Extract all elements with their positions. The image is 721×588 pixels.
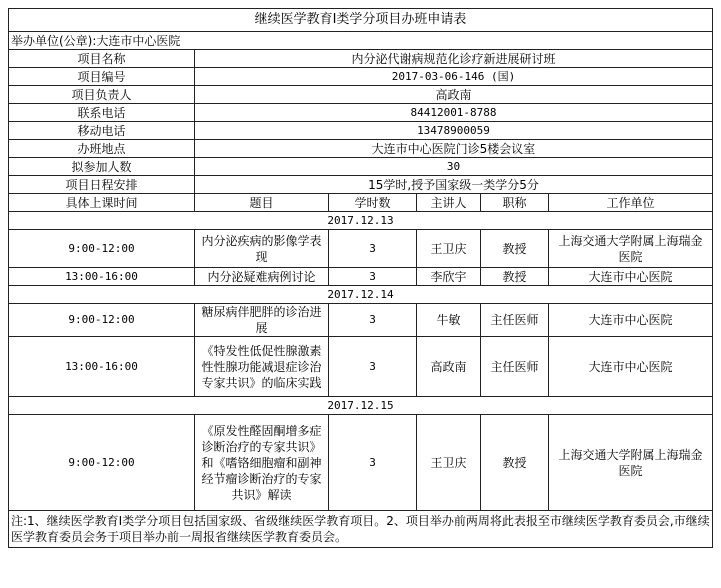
session-hours: 3 [329, 268, 417, 286]
session-hours: 3 [329, 304, 417, 337]
info-row-leader [9, 86, 713, 104]
session-speaker: 王卫庆 [417, 415, 481, 511]
session-topic: 《特发性低促性腺激素性性腺功能减退症诊治专家共识》的临床实践 [195, 337, 329, 397]
session-topic: 内分泌疾病的影像学表现 [195, 230, 329, 268]
info-label: 移动电话 [9, 122, 195, 140]
session-rank: 教授 [481, 230, 549, 268]
organizer-line: 举办单位(公章):大连市中心医院 [9, 32, 713, 50]
session-time: 9:00-12:00 [9, 230, 195, 268]
session-unit: 大连市中心医院 [549, 304, 713, 337]
session-hours: 3 [329, 337, 417, 397]
table-row [9, 268, 713, 286]
session-unit: 大连市中心医院 [549, 268, 713, 286]
header-time: 具体上课时间 [9, 194, 195, 212]
session-rank: 主任医师 [481, 304, 549, 337]
header-rank: 职称 [481, 194, 549, 212]
info-row-project-code [9, 68, 713, 86]
info-row-phone [9, 104, 713, 122]
session-speaker: 王卫庆 [417, 230, 481, 268]
info-label: 联系电话 [9, 104, 195, 122]
session-unit: 上海交通大学附属上海瑞金医院 [549, 230, 713, 268]
info-value: 高政南 [195, 86, 713, 104]
info-label: 办班地点 [9, 140, 195, 158]
footnote: 注:1、继续医学教育I类学分项目包括国家级、省级继续医学教育项目。2、项目举办前两周将此表报至市继续医学教育委员会,市继续医学教育委员会务于项目举办前一周报省继续医学教育委员会。 [9, 511, 713, 548]
header-unit: 工作单位 [549, 194, 713, 212]
application-form-table [8, 8, 713, 548]
header-speaker: 主讲人 [417, 194, 481, 212]
info-row-location [9, 140, 713, 158]
info-label: 项目编号 [9, 68, 195, 86]
table-row [9, 304, 713, 337]
session-topic: 糖尿病伴肥胖的诊治进展 [195, 304, 329, 337]
info-value: 13478900059 [195, 122, 713, 140]
session-rank: 主任医师 [481, 337, 549, 397]
form-title: 继续医学教育I类学分项目办班申请表 [9, 9, 713, 32]
info-label: 项目日程安排 [9, 176, 195, 194]
info-value: 大连市中心医院门诊5楼会议室 [195, 140, 713, 158]
info-value: 84412001-8788 [195, 104, 713, 122]
info-value: 内分泌代谢病规范化诊疗新进展研讨班 [195, 50, 713, 68]
info-row-attendees [9, 158, 713, 176]
session-unit: 上海交通大学附属上海瑞金医院 [549, 415, 713, 511]
session-speaker: 高政南 [417, 337, 481, 397]
info-row-schedule [9, 176, 713, 194]
info-value: 30 [195, 158, 713, 176]
session-topic: 内分泌疑难病例讨论 [195, 268, 329, 286]
day-date: 2017.12.14 [9, 286, 713, 304]
table-row [9, 337, 713, 397]
session-speaker: 牛敏 [417, 304, 481, 337]
session-time: 9:00-12:00 [9, 304, 195, 337]
info-value: 15学时,授予国家级一类学分5分 [195, 176, 713, 194]
session-speaker: 李欣宇 [417, 268, 481, 286]
session-unit: 大连市中心医院 [549, 337, 713, 397]
day-date: 2017.12.15 [9, 397, 713, 415]
day-date: 2017.12.13 [9, 212, 713, 230]
session-time: 13:00-16:00 [9, 268, 195, 286]
session-time: 9:00-12:00 [9, 415, 195, 511]
session-rank: 教授 [481, 268, 549, 286]
header-topic: 题目 [195, 194, 329, 212]
session-rank: 教授 [481, 415, 549, 511]
schedule-header-row [9, 194, 713, 212]
info-label: 项目名称 [9, 50, 195, 68]
session-topic: 《原发性醛固酮增多症诊断治疗的专家共识》和《嗜铬细胞瘤和副神经节瘤诊断治疗的专家共识》解读 [195, 415, 329, 511]
info-row-mobile [9, 122, 713, 140]
table-row [9, 230, 713, 268]
info-row-project-name [9, 50, 713, 68]
info-value: 2017-03-06-146 (国) [195, 68, 713, 86]
info-label: 拟参加人数 [9, 158, 195, 176]
session-hours: 3 [329, 230, 417, 268]
table-row [9, 415, 713, 511]
session-hours: 3 [329, 415, 417, 511]
header-hours: 学时数 [329, 194, 417, 212]
info-label: 项目负责人 [9, 86, 195, 104]
session-time: 13:00-16:00 [9, 337, 195, 397]
